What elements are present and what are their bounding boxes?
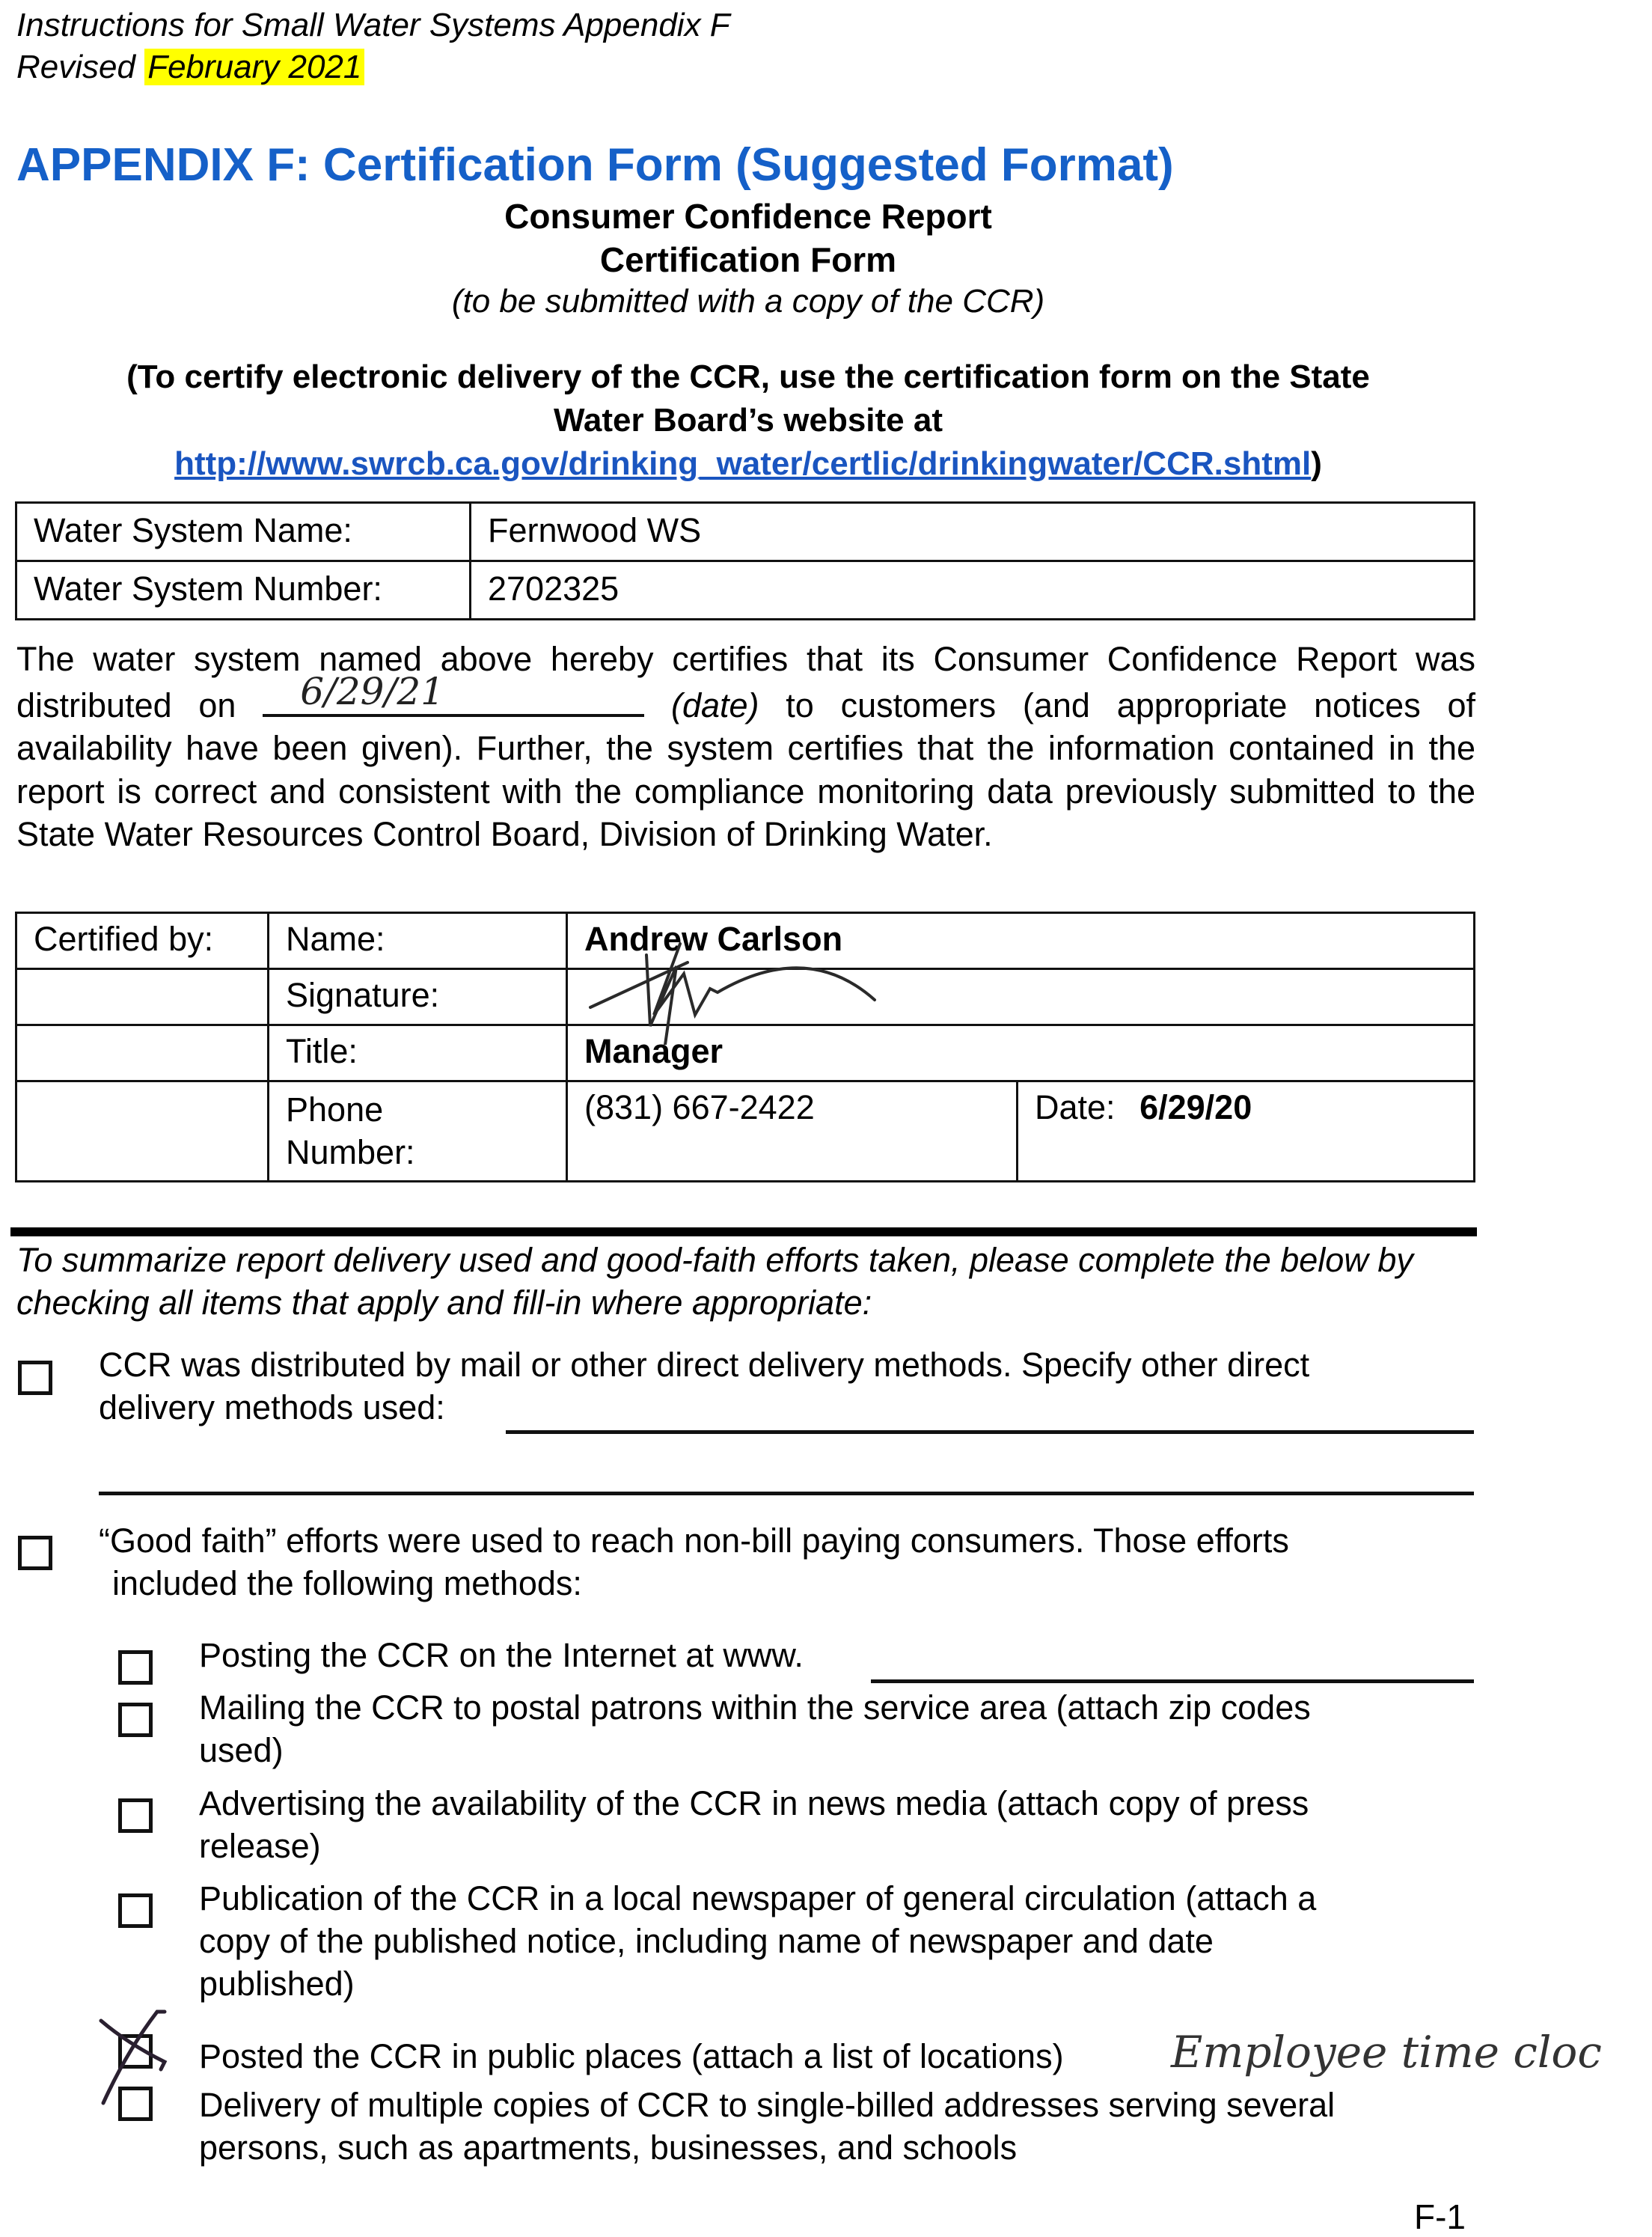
internet-posting-label: Posting the CCR on the Internet at www. xyxy=(199,1636,804,1674)
newspaper-publication-line2: copy of the published notice, including name of newspaper and date xyxy=(199,1922,1214,1960)
multiple-copies-line1: Delivery of multiple copies of CCR to single-billed addresses serving several xyxy=(199,2086,1336,2124)
checkbox-newspaper-publication[interactable] xyxy=(118,1893,153,1928)
name-label: Name: xyxy=(269,913,567,969)
water-system-number-label: Water System Number: xyxy=(16,561,471,620)
public-places-label: Posted the CCR in public places (attach a list of locations) xyxy=(199,2037,1064,2075)
handwritten-locations-note: Employee time cloc xyxy=(1171,2027,1602,2078)
certified-by-table xyxy=(15,912,1475,1182)
good-faith-line1: “Good faith” efforts were used to reach non-bill paying consumers. Those efforts xyxy=(99,1522,1289,1560)
direct-delivery-methods-field[interactable] xyxy=(506,1430,1474,1434)
good-faith-line2: included the following methods: xyxy=(112,1564,582,1602)
direct-delivery-line1: CCR was distributed by mail or other direct delivery methods. Specify other direct xyxy=(99,1346,1310,1384)
phone-label xyxy=(269,1081,567,1182)
checkbox-internet-posting[interactable] xyxy=(118,1650,153,1685)
water-system-name-label: Water System Name: xyxy=(16,503,471,561)
empty-cell xyxy=(16,969,269,1025)
name-value[interactable]: Andrew Carlson xyxy=(567,913,1475,969)
mailing-postal-line2: used) xyxy=(199,1731,284,1769)
document-header-line: Instructions for Small Water Systems Appendix F xyxy=(16,7,730,43)
newspaper-publication-line3: published) xyxy=(199,1965,355,2003)
multiple-copies-line2: persons, such as apartments, businesses, and schools xyxy=(199,2128,1018,2167)
date-hint: (date) xyxy=(670,686,759,724)
date-value: 6/29/20 xyxy=(1139,1088,1252,1126)
checkbox-multiple-copies[interactable] xyxy=(118,2087,153,2121)
water-system-name-value[interactable]: Fernwood WS xyxy=(471,503,1475,561)
section-divider xyxy=(10,1227,1477,1236)
signature-field[interactable] xyxy=(567,969,1475,1025)
table-row xyxy=(16,969,1475,1025)
table-row xyxy=(16,1081,1475,1182)
date-label: Date: xyxy=(1035,1088,1116,1126)
direct-delivery-line2: delivery methods used: xyxy=(99,1388,445,1426)
subtitle-cert-form: Certification Form xyxy=(599,240,897,279)
electronic-note-line1: (To certify electronic delivery of the CCR, use the certification form on the State xyxy=(126,358,1370,395)
advertising-media-line1: Advertising the availability of the CCR in news media (attach copy of press xyxy=(199,1784,1309,1822)
subtitle-ccr: Consumer Confidence Report xyxy=(504,197,992,236)
advertising-media-line2: release) xyxy=(199,1827,321,1865)
empty-cell xyxy=(16,1025,269,1081)
table-row xyxy=(16,503,1475,561)
certification-paragraph xyxy=(16,638,1475,856)
empty-cell xyxy=(16,1081,269,1182)
checkbox-mailing-postal[interactable] xyxy=(118,1703,153,1737)
title-label: Title: xyxy=(269,1025,567,1081)
phone-label-line2: Number: xyxy=(286,1133,415,1171)
checkbox-direct-delivery[interactable] xyxy=(18,1361,52,1395)
direct-delivery-methods-field-2[interactable] xyxy=(99,1492,1474,1495)
electronic-note-line2: Water Board’s website at xyxy=(554,402,943,439)
revised-date-highlight: February 2021 xyxy=(144,49,364,85)
table-row xyxy=(16,561,1475,620)
date-cell[interactable] xyxy=(1018,1081,1475,1182)
summary-instructions: To summarize report delivery used and good-faith efforts taken, please complete the below by checking all items that apply and fill-in where appropriate: xyxy=(16,1241,1413,1322)
revised-label: Revised xyxy=(16,49,135,85)
water-system-table xyxy=(15,501,1475,620)
checkbox-good-faith[interactable] xyxy=(18,1536,52,1570)
closing-paren: ) xyxy=(1311,445,1322,482)
internet-url-field[interactable] xyxy=(871,1679,1474,1683)
checkbox-advertising-media[interactable] xyxy=(118,1798,153,1833)
page-title: APPENDIX F: Certification Form (Suggested Format) xyxy=(16,139,1174,191)
signature-label: Signature: xyxy=(269,969,567,1025)
electronic-note-link-line xyxy=(0,442,1496,486)
mailing-postal-line1: Mailing the CCR to postal patrons within the service area (attach zip codes xyxy=(199,1688,1311,1727)
water-system-number-value[interactable]: 2702325 xyxy=(471,561,1475,620)
ccr-website-link[interactable]: http://www.swrcb.ca.gov/drinking_water/certlic/drinkingwater/CCR.shtml xyxy=(174,445,1312,482)
subtitle-instruction: (to be submitted with a copy of the CCR) xyxy=(451,283,1045,320)
signature-icon xyxy=(583,933,972,1045)
handwritten-distribution-date: 6/29/21 xyxy=(300,669,444,713)
phone-value[interactable]: (831) 667-2422 xyxy=(567,1081,1018,1182)
page-number: F-1 xyxy=(1414,2197,1466,2236)
certified-by-label: Certified by: xyxy=(16,913,269,969)
phone-label-line1: Phone xyxy=(286,1090,384,1129)
certification-text-after: to customers (and appropriate notices of availability have been given). Further, the system certifies that the information contained in the report is correct and consistent with the compliance monitoring data previously submitted to the State Water Resources Control Board, Division of Drinking Water. xyxy=(16,686,1475,853)
revision-line xyxy=(16,46,364,88)
title-value[interactable]: Manager xyxy=(567,1025,1475,1081)
newspaper-publication-line1: Publication of the CCR in a local newspaper of general circulation (attach a xyxy=(199,1879,1317,1917)
certification-text-before: The water system named above hereby certifies that its Consumer Confidence Report was distributed on xyxy=(16,640,1475,724)
distribution-date-field[interactable] xyxy=(263,669,644,717)
